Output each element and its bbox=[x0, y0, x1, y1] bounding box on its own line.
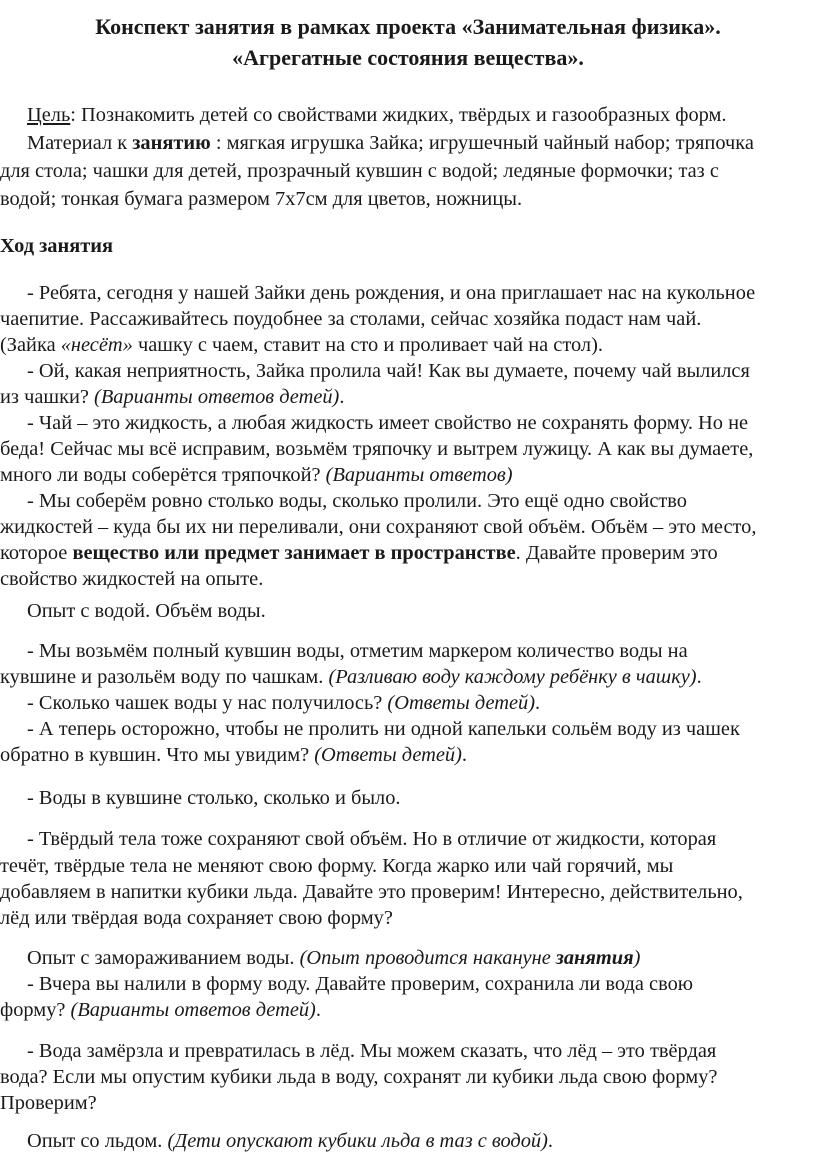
p11-line-2: вода? Если мы опустим кубики льда в воду, сохранят ли кубики льда свою форму? bbox=[0, 1066, 718, 1088]
title-line-1: Конспект занятия в рамках проекта «Занимательная физика». bbox=[95, 14, 721, 39]
p10-line-1: - Вчера вы налили в форму воду. Давайте проверим, сохранила ли вода свою bbox=[27, 973, 694, 995]
p2-line-1: - Ой, какая неприятность, Зайка пролила чай! Как вы думаете, почему чай вылился bbox=[27, 360, 750, 382]
p4-line-3: которое вещество или предмет занимает в пространстве. Давайте проверим это bbox=[0, 542, 718, 564]
experiment-1-title: Опыт с водой. Объём воды. bbox=[27, 600, 266, 622]
p9-line-4: лёд или твёрдая вода сохраняет свою форму? bbox=[0, 907, 393, 929]
p1-line-1: - Ребята, сегодня у нашей Зайки день рождения, и она приглашает нас на кукольное bbox=[27, 282, 756, 304]
material-rest: : мягкая игрушка Зайка; игрушечный чайный набор; тряпочка bbox=[210, 132, 754, 154]
p5-line-2: кувшине и разольём воду по чашкам. (Разливаю воду каждому ребёнку в чашку). bbox=[0, 666, 702, 688]
p4-line-1: - Мы соберём ровно столько воды, сколько пролили. Это ещё одно свойство bbox=[27, 490, 687, 512]
p4-line-2: жидкостей – куда бы их ни переливали, они сохраняют свой объём. Объём – это место, bbox=[0, 516, 757, 538]
p11-line-1: - Вода замёрзла и превратилась в лёд. Мы можем сказать, что лёд – это твёрдая bbox=[27, 1040, 717, 1062]
p1-line-2: чаепитие. Рассаживайтесь поудобнее за столами, сейчас хозяйка подаст нам чай. bbox=[0, 308, 702, 330]
title-line-2: «Агрегатные состояния вещества». bbox=[232, 45, 584, 70]
goal-line bbox=[27, 101, 727, 129]
p11-line-3: Проверим? bbox=[0, 1092, 97, 1114]
p3-line-1: - Чай – это жидкость, а любая жидкость имеет свойство не сохранять форму. Но не bbox=[27, 412, 749, 434]
p7-line-1: - А теперь осторожно, чтобы не пролить ни одной капельки сольём воду из чашек bbox=[27, 718, 740, 740]
p2-line-2: из чашки? (Варианты ответов детей). bbox=[0, 386, 345, 408]
experiment-2-title: Опыт с замораживанием воды. (Опыт проводится накануне занятия) bbox=[27, 947, 641, 969]
p6-line: - Сколько чашек воды у нас получилось? (Ответы детей). bbox=[27, 692, 541, 714]
p9-line-3: добавляем в напитки кубики льда. Давайте это проверим! Интересно, действительно, bbox=[0, 881, 743, 903]
p9-line-2: течёт, твёрдые тела не меняют свою форму. Когда жарко или чай горячий, мы bbox=[0, 855, 674, 877]
course-heading: Ход занятия bbox=[0, 235, 114, 257]
p5-line-1: - Мы возьмём полный кувшин воды, отметим маркером количество воды на bbox=[27, 640, 688, 662]
p4-line-4: свойство жидкостей на опыте. bbox=[0, 568, 264, 590]
material-line-3: водой; тонкая бумага размером 7х7см для цветов, ножницы. bbox=[0, 188, 523, 210]
goal-label: Цель bbox=[27, 104, 71, 126]
p3-line-2: беда! Сейчас мы всё исправим, возьмём тряпочку и вытрем лужицу. А как вы думаете, bbox=[0, 438, 754, 460]
material-line-2: для стола; чашки для детей, прозрачный кувшин с водой; ледяные формочки; таз с bbox=[0, 160, 719, 182]
p1-line-3: (Зайка «несёт» чашку с чаем, ставит на сто и проливает чай на стол). bbox=[0, 334, 603, 356]
p3-line-3: много ли воды соберётся тряпочкой? (Варианты ответов) bbox=[0, 464, 513, 486]
material-line-1 bbox=[27, 129, 754, 157]
p8-line: - Воды в кувшине столько, сколько и было. bbox=[27, 787, 401, 809]
goal-text: : Познакомить детей со свойствами жидких, твёрдых и газообразных форм. bbox=[70, 104, 727, 126]
p10-line-2: форму? (Варианты ответов детей). bbox=[0, 999, 321, 1021]
experiment-3-title: Опыт со льдом. (Дети опускают кубики льда в таз с водой). bbox=[27, 1130, 554, 1152]
p7-line-2: обратно в кувшин. Что мы увидим? (Ответы детей). bbox=[0, 744, 467, 766]
p9-line-1: - Твёрдый тела тоже сохраняют свой объём. Но в отличие от жидкости, которая bbox=[27, 828, 717, 850]
material-bold: занятию bbox=[132, 132, 211, 154]
material-lead: Материал к bbox=[27, 132, 133, 154]
